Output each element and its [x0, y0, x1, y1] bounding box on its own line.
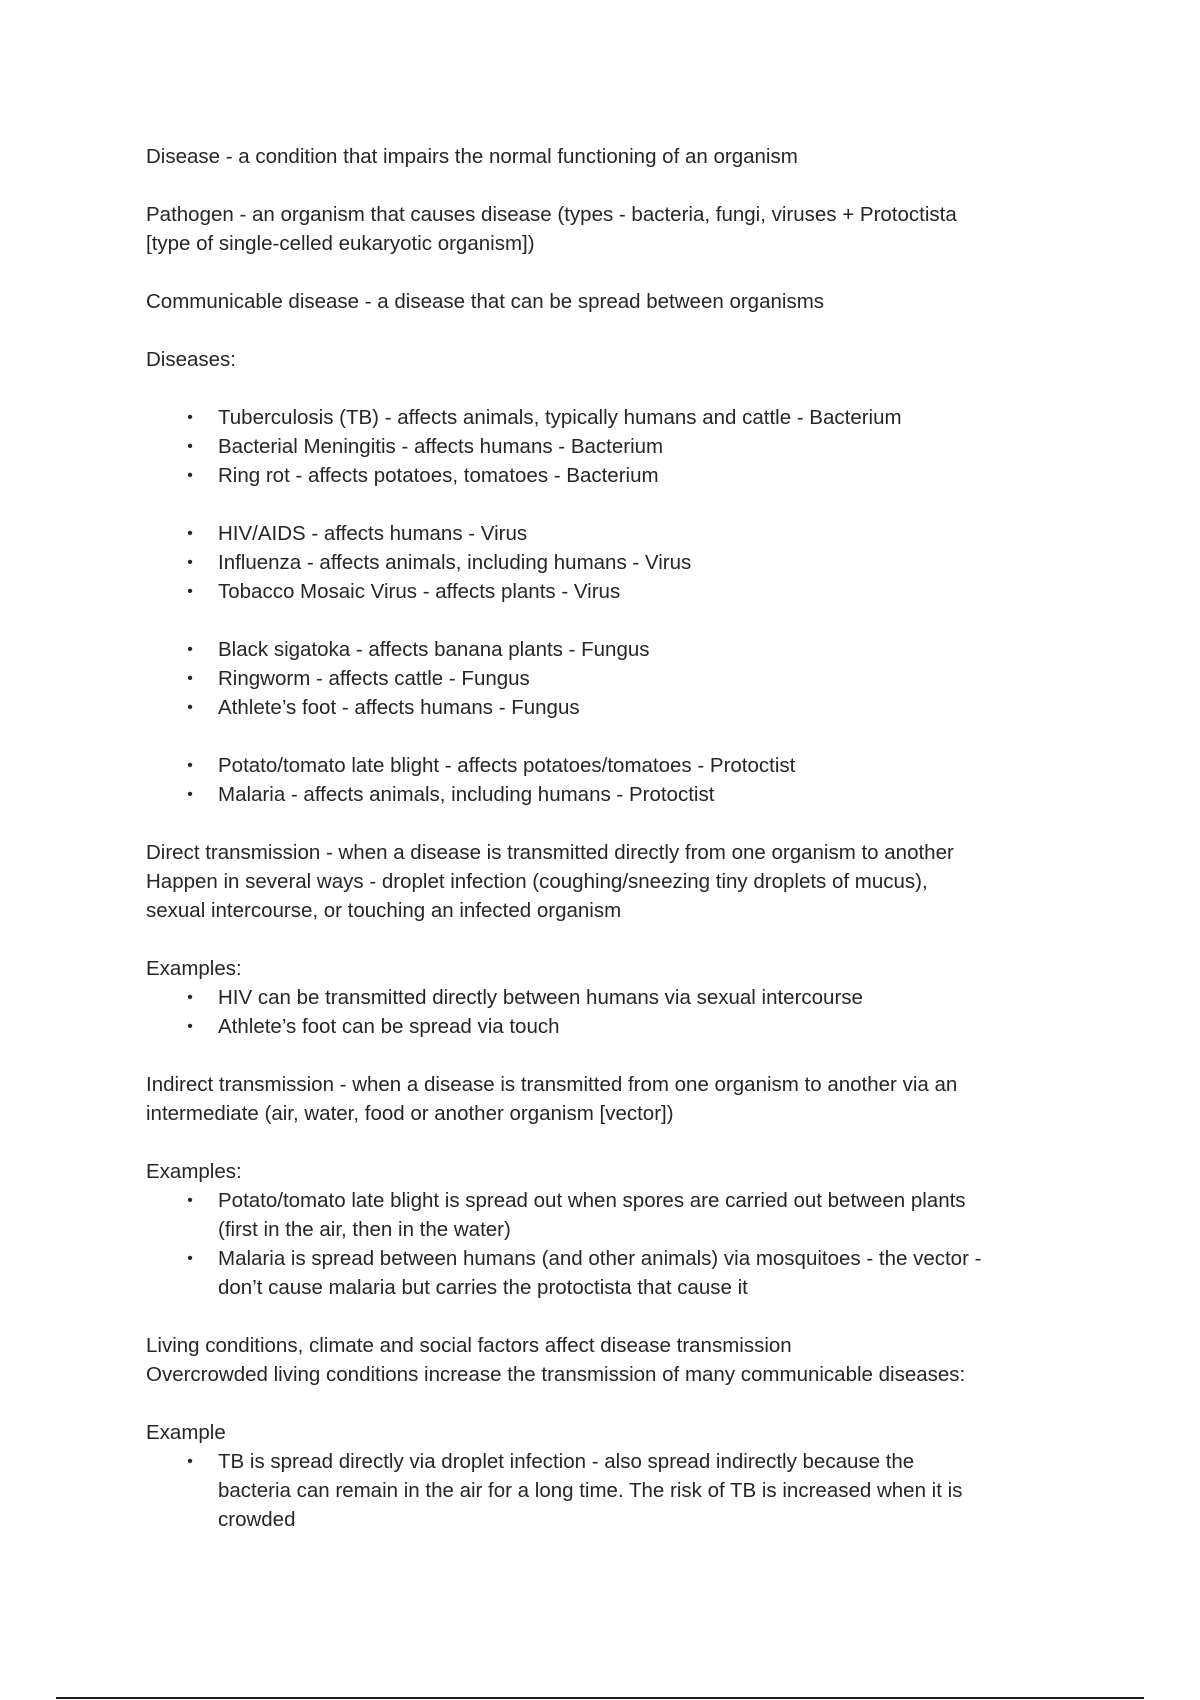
bullet-icon: • [187, 583, 193, 600]
list-item [146, 1012, 1086, 1041]
bullet-icon: • [187, 1250, 193, 1267]
bullet-icon: • [187, 525, 193, 542]
list-item-text: Influenza - affects animals, including humans - Virus [218, 551, 692, 574]
bullet-icon: • [187, 554, 193, 571]
factors-line: Overcrowded living conditions increase the transmission of many communicable diseases: [146, 1363, 966, 1386]
list-item-text: don’t cause malaria but carries the protoctista that cause it [218, 1276, 748, 1299]
bullet-icon: • [187, 1018, 193, 1035]
factors-example-heading-text: Example [146, 1421, 226, 1444]
indirect-examples-heading [146, 1157, 1086, 1186]
direct-transmission-line: Happen in several ways - droplet infection (coughing/sneezing tiny droplets of mucus), [146, 870, 928, 893]
list-item [146, 577, 1086, 606]
list-item-text: Ring rot - affects potatoes, tomatoes - Bacterium [218, 464, 659, 487]
direct-transmission-line: Direct transmission - when a disease is transmitted directly from one organism to another [146, 841, 954, 864]
list-item [146, 751, 1086, 780]
pathogen-definition-line: Pathogen - an organism that causes disease (types - bacteria, fungi, viruses + Protoctista [146, 203, 957, 226]
factors-example-list [146, 1447, 1086, 1534]
indirect-examples-heading-text: Examples: [146, 1160, 242, 1183]
list-item-text: Tobacco Mosaic Virus - affects plants - Virus [218, 580, 621, 603]
pathogen-definition-line: [type of single-celled eukaryotic organism]) [146, 232, 535, 255]
bullet-icon: • [187, 786, 193, 803]
direct-examples-heading-text: Examples: [146, 957, 242, 980]
factors-paragraph [146, 1331, 1086, 1389]
direct-examples-list [146, 983, 1086, 1041]
disease-definition [146, 142, 1086, 171]
list-item-text: Malaria is spread between humans (and other animals) via mosquitoes - the vector - [218, 1247, 982, 1270]
list-item [146, 461, 1086, 490]
list-item-text: TB is spread directly via droplet infection - also spread indirectly because the [218, 1450, 915, 1473]
list-item-text: Bacterial Meningitis - affects humans - Bacterium [218, 435, 664, 458]
list-item [146, 983, 1086, 1012]
list-item [146, 519, 1086, 548]
factors-example-heading [146, 1418, 1086, 1447]
bullet-icon: • [187, 989, 193, 1006]
disease-definition-text: Disease - a condition that impairs the normal functioning of an organism [146, 145, 798, 168]
list-item-text: Athlete’s foot - affects humans - Fungus [218, 696, 580, 719]
fungus-disease-list [146, 635, 1086, 722]
list-item-text: crowded [218, 1508, 296, 1531]
list-item [146, 1447, 1086, 1534]
diseases-heading-text: Diseases: [146, 348, 237, 371]
list-item-text: HIV/AIDS - affects humans - Virus [218, 522, 528, 545]
list-item [146, 780, 1086, 809]
list-item-text: Ringworm - affects cattle - Fungus [218, 667, 530, 690]
list-item-text: Black sigatoka - affects banana plants - Fungus [218, 638, 650, 661]
document-page [146, 142, 1086, 1563]
list-item [146, 1244, 1086, 1302]
bullet-icon: • [187, 1192, 193, 1209]
protoctist-disease-list [146, 751, 1086, 809]
list-item-text: Malaria - affects animals, including humans - Protoctist [218, 783, 715, 806]
list-item-text: Tuberculosis (TB) - affects animals, typically humans and cattle - Bacterium [218, 406, 902, 429]
pathogen-definition [146, 200, 1086, 258]
bullet-icon: • [187, 467, 193, 484]
indirect-transmission-paragraph [146, 1070, 1086, 1128]
direct-examples-heading [146, 954, 1086, 983]
bottom-rule-divider [56, 1697, 1144, 1699]
bullet-icon: • [187, 1453, 193, 1470]
list-item [146, 635, 1086, 664]
communicable-definition [146, 287, 1086, 316]
bullet-icon: • [187, 409, 193, 426]
list-item-text: Athlete’s foot can be spread via touch [218, 1015, 560, 1038]
list-item-text: bacteria can remain in the air for a long time. The risk of TB is increased when it is [218, 1479, 963, 1502]
list-item [146, 403, 1086, 432]
list-item [146, 432, 1086, 461]
list-item-text: (first in the air, then in the water) [218, 1218, 511, 1241]
factors-line: Living conditions, climate and social factors affect disease transmission [146, 1334, 792, 1357]
list-item [146, 693, 1086, 722]
bullet-icon: • [187, 699, 193, 716]
list-item-text: HIV can be transmitted directly between humans via sexual intercourse [218, 986, 863, 1009]
bullet-icon: • [187, 641, 193, 658]
bullet-icon: • [187, 670, 193, 687]
direct-transmission-paragraph [146, 838, 1086, 925]
bacteria-disease-list [146, 403, 1086, 490]
diseases-heading [146, 345, 1086, 374]
indirect-transmission-line: intermediate (air, water, food or another organism [vector]) [146, 1102, 674, 1125]
list-item [146, 548, 1086, 577]
virus-disease-list [146, 519, 1086, 606]
direct-transmission-line: sexual intercourse, or touching an infected organism [146, 899, 622, 922]
list-item [146, 1186, 1086, 1244]
communicable-definition-text: Communicable disease - a disease that can be spread between organisms [146, 290, 825, 313]
list-item-text: Potato/tomato late blight - affects potatoes/tomatoes - Protoctist [218, 754, 796, 777]
indirect-transmission-line: Indirect transmission - when a disease is transmitted from one organism to another via an [146, 1073, 958, 1096]
indirect-examples-list [146, 1186, 1086, 1302]
bullet-icon: • [187, 757, 193, 774]
list-item-text: Potato/tomato late blight is spread out when spores are carried out between plants [218, 1189, 966, 1212]
list-item [146, 664, 1086, 693]
bullet-icon: • [187, 438, 193, 455]
